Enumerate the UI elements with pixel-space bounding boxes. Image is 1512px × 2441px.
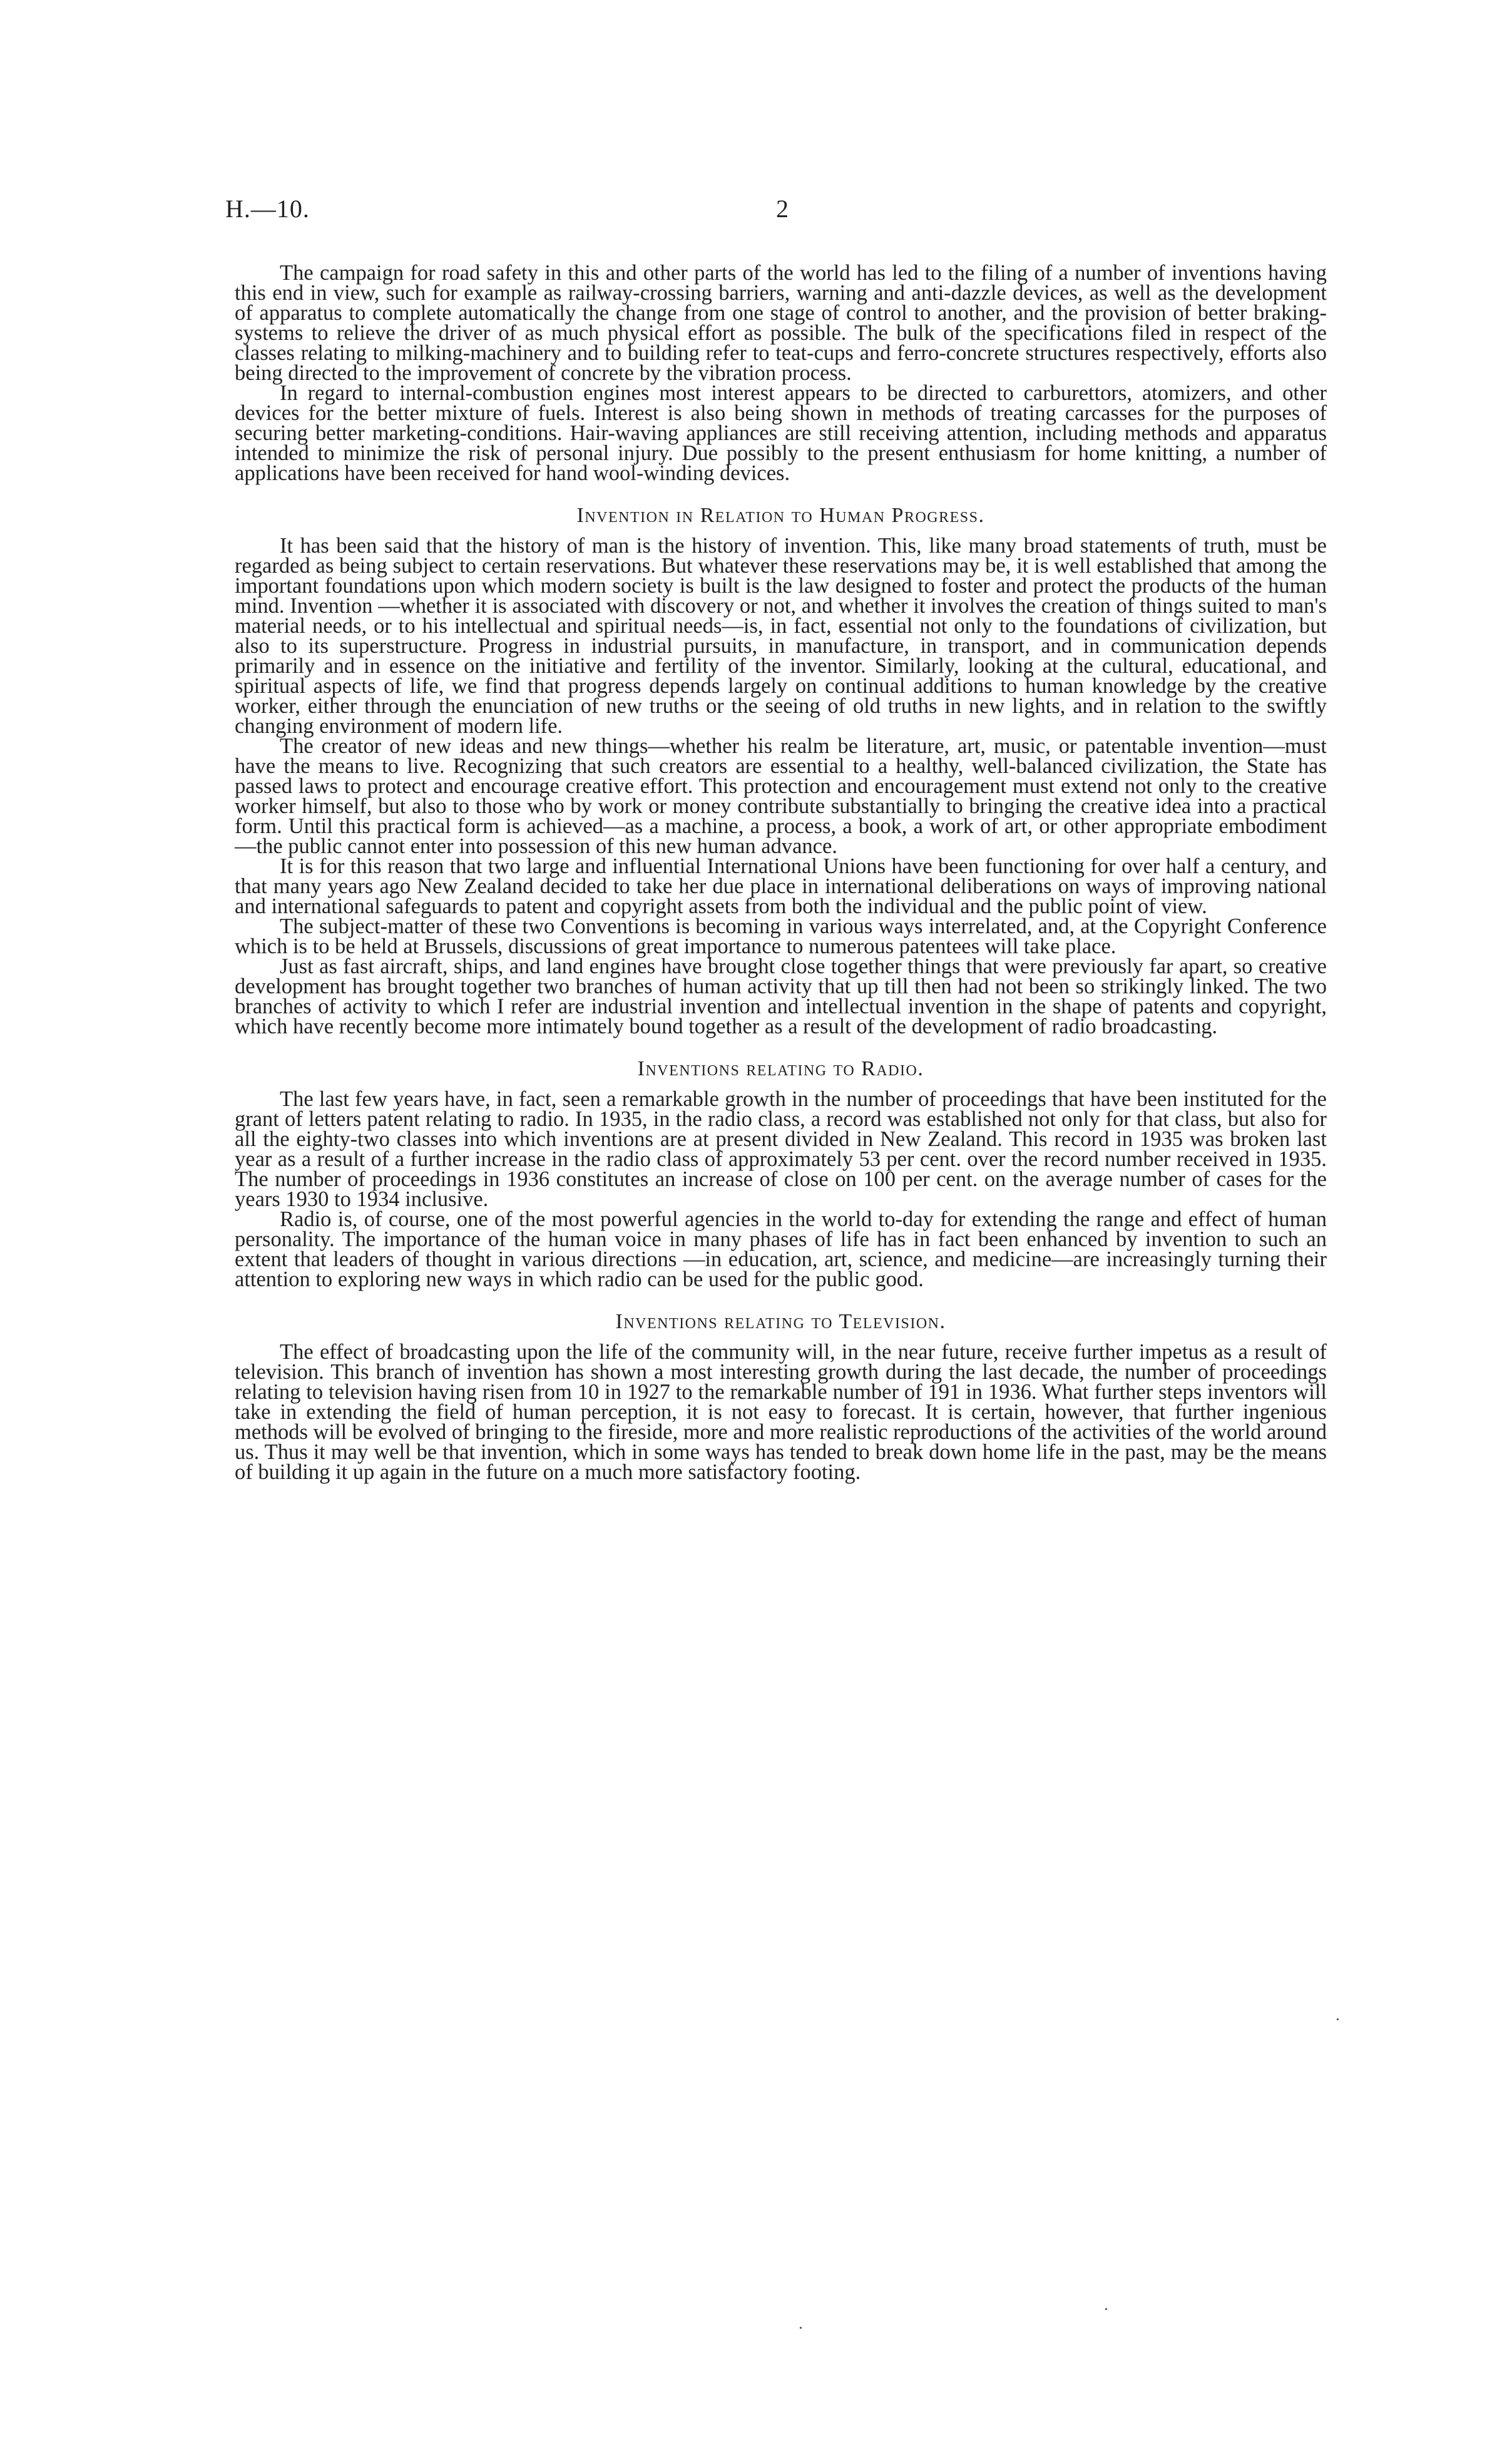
document-reference: H.—10. bbox=[225, 195, 310, 223]
paragraph-television: The effect of broadcasting upon the life of the community will, in the near future, receive further impetus as a result of television. This branch of invention has shown a most interesting growth during the last decade, the number of proceedings relating to television having risen from 10 in 1927 to the remarkable number of 191 in 1936. What further steps inventors will take in extending the field of human perception, it is not easy to forecast. It is certain, however, that further ingenious methods will be evolved of bringing to the fireside, more and more realistic reproductions of the activities of the world around us. Thus it may well be that invention, which in some ways has tended to break down home life in the past, may be the means of building it up again in the future on a much more satisfactory footing. bbox=[235, 1340, 1327, 1484]
paragraph-internal-combustion: In regard to internal-combustion engines most interest appears to be directed to carburettors, atomizers, and other devices for the better mixture of fuels. Interest is also being shown in methods of treating carcasses for the purposes of securing better marketing-conditions. Hair-waving appliances are still receiving attention, including methods and apparatus intended to minimize the risk of personal injury. Due possibly to the present enthusiasm for home knitting, a number of applications have been received for hand wool-winding devices. bbox=[235, 381, 1327, 485]
page-number: 2 bbox=[776, 195, 789, 223]
paragraph-creator-of-ideas: The creator of new ideas and new things—whether his realm be literature, art, music, or patentable invention—must have the means to live. Recognizing that such creators are essential to a healthy, well-balanced civilization, the State has passed laws to protect and encourage creative effort. This protection and encouragement must extend not only to the creative worker himself, but also to those who by work or money contribute substantially to bringing the creative idea into a practical form. Until this practical form is achieved—as a machine, a process, a book, a work of art, or other appropriate embodiment—the public cannot enter into possession of this new human advance. bbox=[235, 734, 1327, 858]
page-header bbox=[225, 194, 1327, 232]
document-body bbox=[235, 263, 1327, 1482]
paragraph-conventions: The subject-matter of these two Conventions is becoming in various ways interrelated, and, at the Copyright Conference which is to be held at Brussels, discussions of great importance to numerous patentees will take place. bbox=[235, 914, 1327, 958]
paragraph-radio-agency: Radio is, of course, one of the most powerful agencies in the world to-day for extending the range and effect of human personality. The importance of the human voice in many phases of life has in fact been enhanced by invention to such an extent that leaders of thought in various directions —in education, art, science, and medicine—are increasingly turning their attention to exploring new ways in which radio can be used for the public good. bbox=[235, 1207, 1327, 1291]
section-heading-television: Inventions relating to Television. bbox=[615, 1310, 946, 1333]
paragraph-international-unions: It is for this reason that two large and influential International Unions have been functioning for over half a century, and that many years ago New Zealand decided to take her due place in international deliberations on ways of improving national and international safeguards to patent and copyright assets from both the individual and the public point of view. bbox=[235, 854, 1327, 918]
stray-mark: • bbox=[1105, 2305, 1108, 2315]
section-heading-human-progress: Invention in Relation to Human Progress. bbox=[576, 504, 985, 527]
paragraph-radio-growth: The last few years have, in fact, seen a remarkable growth in the number of proceedings that have been instituted for the grant of letters patent relating to radio. In 1935, in the radio class, a record was established not only for that class, but also for all the eighty-two classes into which inventions are at present divided in New Zealand. This record in 1935 was broken last year as a result of a further increase in the radio class of approximately 53 per cent. over the record number received in 1935. The number of proceedings in 1936 constitutes an increase of close on 100 per cent. on the average number of cases for the years 1930 to 1934 inclusive. bbox=[235, 1087, 1327, 1211]
paragraph-road-safety: The campaign for road safety in this and other parts of the world has led to the filing of a number of inventions having this end in view, such for example as railway-crossing barriers, warning and anti-dazzle devices, as well as the development of apparatus to complete automatically the change from one stage of control to another, and the provision of better braking-systems to relieve the driver of as much physical effort as possible. The bulk of the specifications filed in respect of the classes relating to milking-machinery and to building refer to teat-cups and ferro-concrete structures respectively, efforts also being directed to the improvement of concrete by the vibration process. bbox=[235, 261, 1327, 385]
paragraph-creative-development: Just as fast aircraft, ships, and land engines have brought close together things that were previously far apart, so creative development has brought together two branches of human activity that up till then had not been so strikingly linked. The two branches of activity to which I refer are industrial invention and intellectual invention in the shape of patents and copyright, which have recently become more intimately bound together as a result of the development of radio broadcasting. bbox=[235, 954, 1327, 1038]
paragraph-history-of-invention: It has been said that the history of man is the history of invention. This, like many broad statements of truth, must be regarded as being subject to certain reservations. But whatever these reservations may be, it is well established that among the important foundations upon which modern society is built is the law designed to foster and protect the products of the human mind. Invention —whether it is associated with discovery or not, and whether it involves the creation of things suited to man's material needs, or to his intellectual and spiritual needs—is, in fact, essential not only to the foundations of civilization, but also to its superstructure. Progress in industrial pursuits, in manufacture, in transport, and in communication depends primarily and in essence on the initiative and fertility of the inventor. Similarly, looking at the cultural, educational, and spiritual aspects of life, we find that progress depends largely on continual additions to human knowledge by the creative worker, either through the enunciation of new truths or the seeing of old truths in new lights, and in relation to the swiftly changing environment of modern life. bbox=[235, 534, 1327, 738]
section-heading-radio: Inventions relating to Radio. bbox=[637, 1057, 924, 1080]
stray-mark: • bbox=[1336, 2015, 1339, 2025]
stray-mark: • bbox=[799, 2324, 802, 2333]
